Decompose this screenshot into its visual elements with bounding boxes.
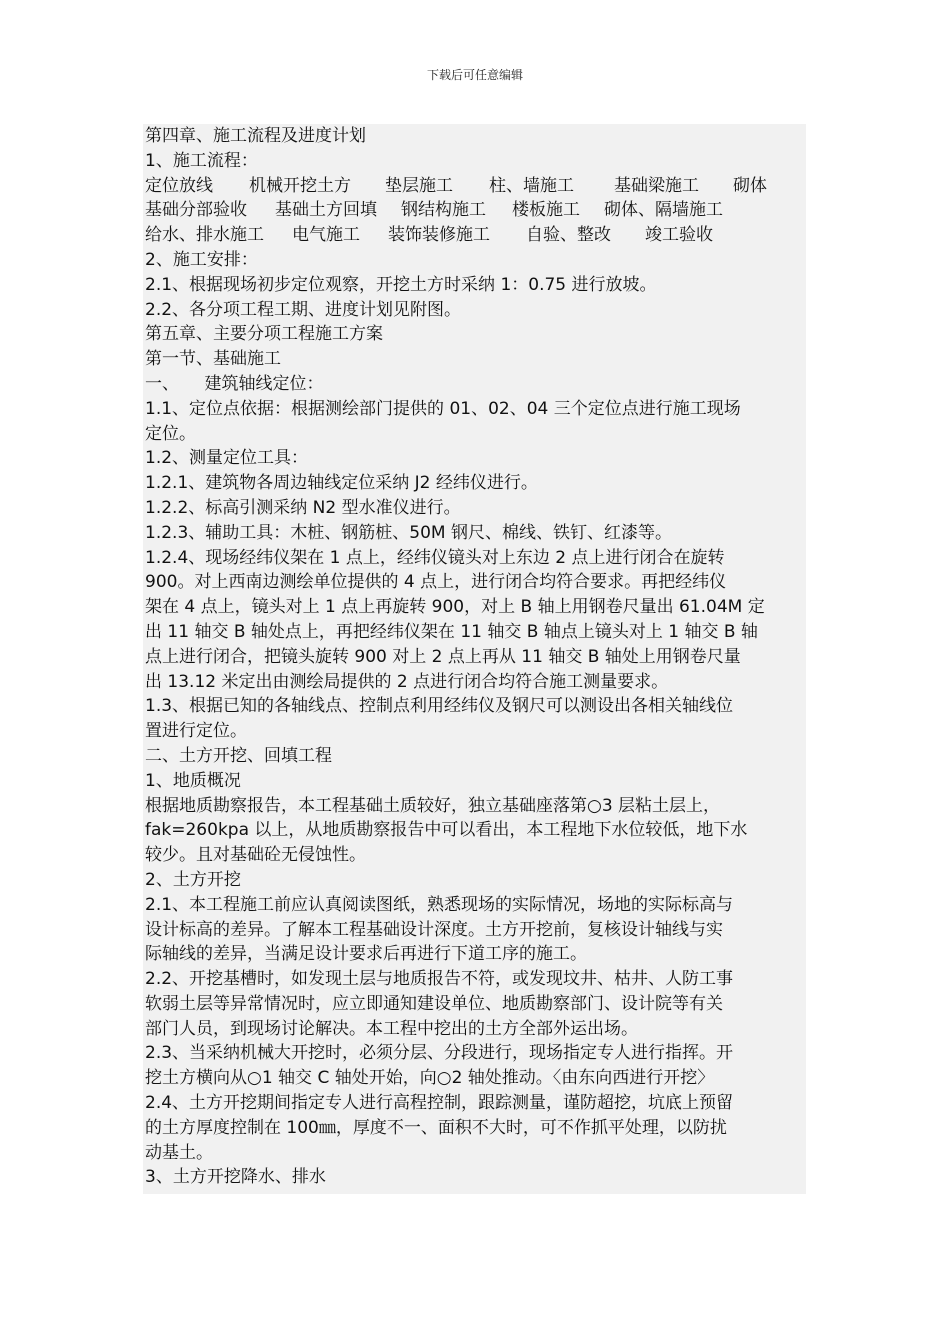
- text-line: 软弱土层等异常情况时，应立即通知建设单位、地质勘察部门、设计院等有关: [145, 993, 723, 1014]
- text-line: 置进行定位。: [145, 721, 247, 742]
- text-line: 1.1、定位点依据：根据测绘部门提供的 01、02、04 三个定位点进行施工现场: [145, 398, 741, 419]
- text-line: 一、 建筑轴线定位：: [145, 373, 324, 394]
- flow-step: 基础分部验收: [145, 200, 247, 221]
- text-line: 动基土。: [145, 1142, 213, 1163]
- text-line: 1.2.1、建筑物各周边轴线定位采纳 J2 经纬仪进行。: [145, 473, 538, 494]
- text-line: 2.2、开挖基槽时，如发现土层与地质报告不符，或发现坟井、枯井、人防工事: [145, 969, 734, 990]
- text-line: 1、施工流程：: [145, 150, 258, 171]
- document-body: [143, 124, 806, 1194]
- text-line: [143, 174, 806, 199]
- text-line: 点上进行闭合，把镜头旋转 900 对上 2 点上再从 11 轴交 B 轴处上用钢卷尺量: [145, 646, 741, 667]
- text-line: 1.2.4、现场经纬仪架在 1 点上，经纬仪镜头对上东边 2 点上进行闭合在旋转: [145, 547, 725, 568]
- flow-step: 垫层施工: [385, 175, 453, 196]
- text-line: 1、地质概况: [145, 770, 241, 791]
- text-line: 900。对上西南边测绘单位提供的 4 点上，进行闭合均符合要求。再把经纬仪: [145, 572, 727, 593]
- flow-step: 机械开挖土方: [249, 175, 351, 196]
- text-line: fak=260kpa 以上，从地质勘察报告中可以看出，本工程地下水位较低，地下水: [145, 820, 748, 841]
- text-line: 第一节、基础施工: [145, 349, 281, 370]
- text-line: 1.3、根据已知的各轴线点、控制点利用经纬仪及钢尺可以测设出各相关轴线位: [145, 696, 734, 717]
- flow-step: 钢结构施工: [401, 200, 486, 221]
- text-line: 根据地质勘察报告，本工程基础土质较好，独立基础座落第○3 层粘土层上，: [145, 795, 721, 816]
- text-line: 出 13.12 米定出由测绘局提供的 2 点进行闭合均符合施工测量要求。: [145, 671, 669, 692]
- flow-step: 自验、整改: [526, 225, 611, 246]
- text-line: 定位。: [145, 423, 196, 444]
- text-line: 设计标高的差异。了解本工程基础设计深度。土方开挖前，复核设计轴线与实: [145, 919, 723, 940]
- flow-step: 基础梁施工: [614, 175, 699, 196]
- flow-step: 给水、排水施工: [145, 225, 264, 246]
- text-line: 较少。且对基础砼无侵蚀性。: [145, 845, 366, 866]
- text-line: 2、土方开挖: [145, 869, 241, 890]
- page-header: 下载后可任意编辑: [426, 68, 523, 82]
- text-line: 2.4、土方开挖期间指定专人进行高程控制，跟踪测量，谨防超挖，坑底上预留: [145, 1093, 734, 1114]
- text-line: 二、土方开挖、回填工程: [145, 745, 332, 766]
- flow-step: 砌体、隔墙施工: [604, 200, 723, 221]
- flow-step: 基础土方回填: [275, 200, 377, 221]
- text-line: 1.2.3、辅助工具：木桩、钢筋桩、50M 钢尺、棉线、铁钉、红漆等。: [145, 522, 672, 543]
- text-line: [143, 223, 806, 248]
- text-line: 部门人员，到现场讨论解决。本工程中挖出的土方全部外运出场。: [145, 1018, 638, 1039]
- text-line: 2.1、本工程施工前应认真阅读图纸，熟悉现场的实际情况，场地的实际标高与: [145, 894, 734, 915]
- text-line: 第四章、施工流程及进度计划: [145, 126, 366, 146]
- flow-step: 竣工验收: [645, 225, 713, 246]
- text-line: 3、土方开挖降水、排水: [145, 1167, 326, 1188]
- flow-step: 楼板施工: [512, 200, 580, 221]
- text-line: 2、施工安排：: [145, 249, 258, 270]
- flow-step: 定位放线: [145, 175, 213, 196]
- flow-step: 电气施工: [292, 225, 360, 246]
- text-line: 2.3、当采纳机械大开挖时，必须分层、分段进行，现场指定专人进行指挥。开: [145, 1043, 734, 1064]
- text-line: [143, 198, 806, 223]
- flow-step: 装饰装修施工: [388, 225, 490, 246]
- text-line: 1.2.2、标高引测采纳 N2 型水准仪进行。: [145, 497, 461, 518]
- text-line: 2.1、根据现场初步定位观察，开挖土方时采纳 1：0.75 进行放坡。: [145, 274, 657, 295]
- text-line: 挖土方横向从○1 轴交 C 轴处开始，向○2 轴处推动。〈由东向西进行开挖〉: [145, 1068, 715, 1089]
- text-line: 的土方厚度控制在 100㎜，厚度不一、面积不大时，可不作抓平处理，以防扰: [145, 1117, 727, 1138]
- flow-step: 砌体: [733, 175, 767, 196]
- text-line: 2.2、各分项工程工期、进度计划见附图。: [145, 299, 462, 320]
- text-line: 架在 4 点上，镜头对上 1 点上再旋转 900，对上 B 轴上用钢卷尺量出 61.04M 定: [145, 597, 765, 618]
- text-line: 出 11 轴交 B 轴处点上，再把经纬仪架在 11 轴交 B 轴点上镜头对上 1 轴交 B 轴: [145, 621, 758, 642]
- text-line: 1.2、测量定位工具：: [145, 448, 309, 469]
- text-line: 第五章、主要分项工程施工方案: [145, 324, 383, 345]
- text-line: 际轴线的差异，当满足设计要求后再进行下道工序的施工。: [145, 944, 587, 965]
- flow-step: 柱、墙施工: [489, 175, 574, 196]
